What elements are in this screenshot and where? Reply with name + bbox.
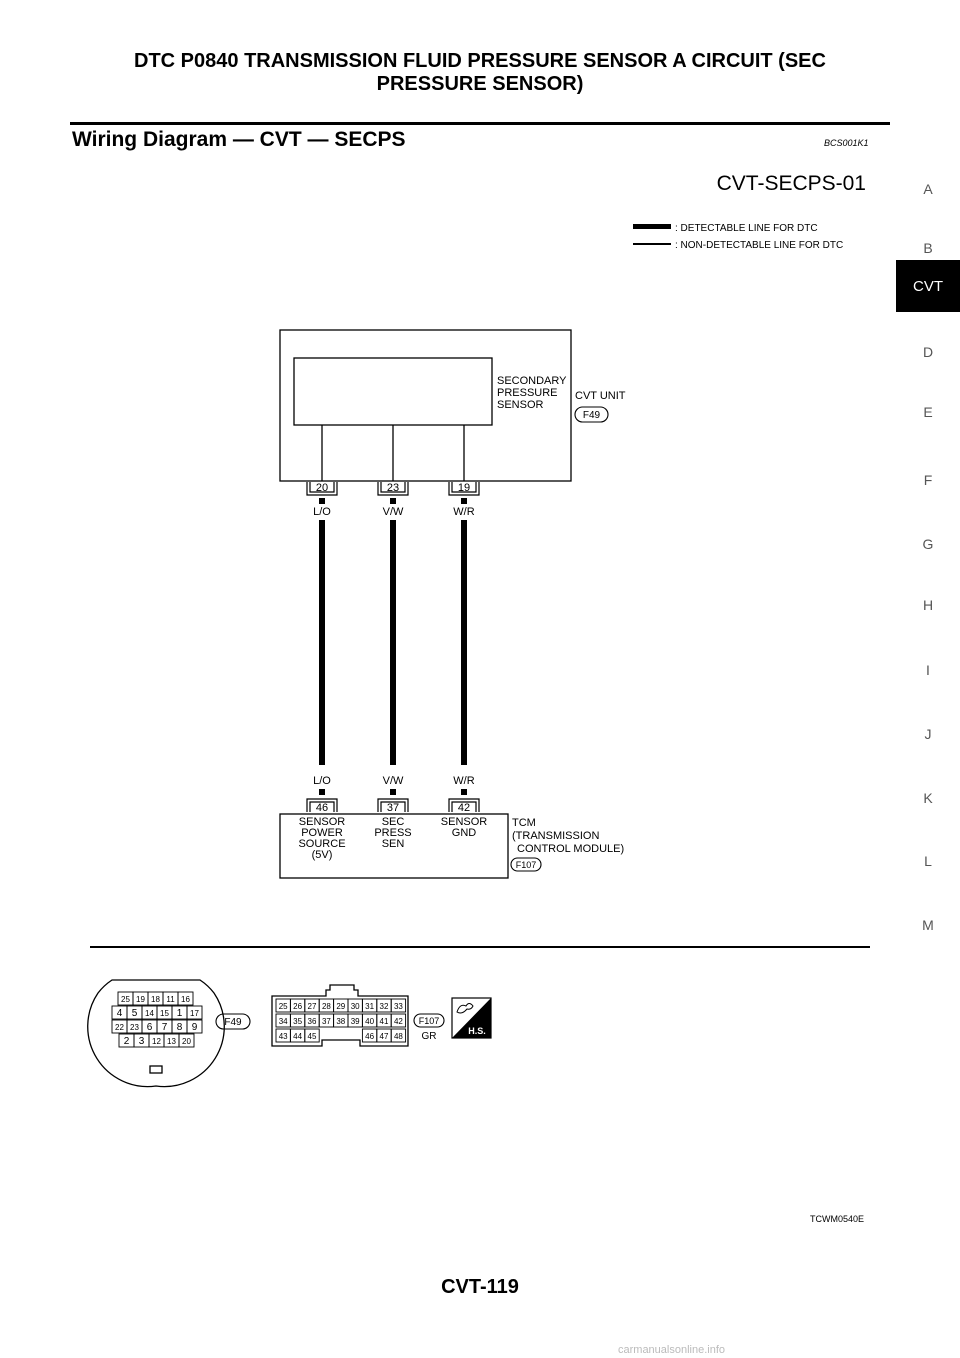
wire-color-bottom-vw: V/W bbox=[382, 775, 404, 787]
f107-pin-number: 26 bbox=[293, 1002, 303, 1011]
f107-pin-number: 43 bbox=[278, 1032, 288, 1041]
wire-wr bbox=[461, 520, 467, 765]
figure-code: TCWM0540E bbox=[809, 1214, 864, 1224]
f107-pin-number: 31 bbox=[365, 1002, 375, 1011]
sensor-label-line3: SENSOR bbox=[497, 399, 544, 411]
sidebar-letter-g[interactable]: G bbox=[922, 536, 934, 552]
header-title-line2: PRESSURE SENSOR) bbox=[376, 73, 584, 95]
f107-pin-grid bbox=[276, 999, 406, 1042]
pin-23-label: 23 bbox=[386, 482, 400, 494]
f107-pin-number: 39 bbox=[350, 1017, 360, 1026]
sidebar-letter-d[interactable]: D bbox=[922, 344, 934, 360]
pin-20-label: 20 bbox=[315, 482, 329, 494]
f49-pin-number: 23 bbox=[130, 1023, 139, 1032]
f49-pin-number: 1 bbox=[176, 1008, 183, 1019]
f107-pin-number: 34 bbox=[278, 1017, 288, 1026]
sidebar-letter-j[interactable]: J bbox=[924, 726, 932, 742]
f107-pin-number: 36 bbox=[307, 1017, 317, 1026]
f107-pin-number: 48 bbox=[393, 1032, 403, 1041]
secondary-pressure-sensor-box bbox=[294, 358, 492, 425]
f49-pin-number: 19 bbox=[136, 995, 145, 1004]
sidebar-letter-l[interactable]: L bbox=[924, 853, 932, 869]
f49-pin-number: 25 bbox=[121, 995, 130, 1004]
f107-pin-number: 25 bbox=[278, 1002, 288, 1011]
f49-pin-number: 13 bbox=[167, 1037, 176, 1046]
f107-pin-number: 42 bbox=[393, 1017, 403, 1026]
wire-color-bottom-wr: W/R bbox=[453, 775, 475, 787]
wire-vw bbox=[390, 520, 396, 765]
legend-non-detectable: : NON-DETECTABLE LINE FOR DTC bbox=[675, 240, 844, 251]
f107-pin-number: 29 bbox=[336, 1002, 346, 1011]
sensor-label-line1: SECONDARY bbox=[497, 375, 567, 387]
diagram-id: CVT-SECPS-01 bbox=[716, 172, 866, 195]
tcm-func-3-line2: GND bbox=[451, 827, 477, 839]
legend-thick-line bbox=[633, 224, 671, 229]
f49-connector-tag-bottom-label: F49 bbox=[224, 1017, 242, 1028]
tcm-pin-37-label: 37 bbox=[386, 802, 400, 814]
f49-pin-number: 9 bbox=[191, 1022, 198, 1033]
f107-pin-number: 45 bbox=[307, 1032, 317, 1041]
f49-pin-number: 3 bbox=[138, 1036, 145, 1047]
tcm-func-1-line4: (5V) bbox=[311, 849, 333, 861]
f49-pin-number: 20 bbox=[182, 1037, 191, 1046]
f107-pin-number: 32 bbox=[379, 1002, 389, 1011]
pin-terminal-23 bbox=[390, 498, 396, 504]
tcm-func-3-line1: SENSOR bbox=[440, 816, 488, 828]
legend-thin-line bbox=[633, 243, 671, 245]
header-title-line1: DTC P0840 TRANSMISSION FLUID PRESSURE SENSOR A CIRCUIT (SEC bbox=[134, 50, 826, 72]
pin-19-label: 19 bbox=[457, 482, 471, 494]
tcm-func-2-line2: PRESS bbox=[374, 827, 412, 839]
sidebar-letter-h[interactable]: H bbox=[922, 597, 934, 613]
tcm-terminal-42 bbox=[461, 789, 467, 795]
sidebar-letter-k[interactable]: K bbox=[923, 790, 933, 806]
tcm-func-2-line1: SEC bbox=[381, 816, 405, 828]
f107-pin-number: 33 bbox=[393, 1002, 403, 1011]
tcm-func-1-line1: SENSOR bbox=[298, 816, 346, 828]
f49-pin-grid bbox=[112, 992, 202, 1047]
f49-pin-number: 2 bbox=[123, 1036, 130, 1047]
f49-pin-number: 5 bbox=[131, 1008, 138, 1019]
f49-pin-number: 17 bbox=[190, 1009, 199, 1018]
f49-pin-number: 22 bbox=[115, 1023, 124, 1032]
f107-pin-number: 28 bbox=[321, 1002, 331, 1011]
watermark: carmanualsonline.info bbox=[618, 1344, 726, 1356]
sidebar-letter-i[interactable]: I bbox=[926, 662, 930, 678]
tcm-terminal-46 bbox=[319, 789, 325, 795]
tcm-func-1-line3: SOURCE bbox=[298, 838, 346, 850]
f107-pin-number: 38 bbox=[336, 1017, 346, 1026]
pin-terminal-19 bbox=[461, 498, 467, 504]
f107-pin-number: 46 bbox=[365, 1032, 375, 1041]
f107-pin-number: 40 bbox=[365, 1017, 375, 1026]
sensor-label-line2: PRESSURE bbox=[497, 387, 558, 399]
f107-connector-color: GR bbox=[421, 1031, 437, 1042]
f49-pin-number: 11 bbox=[166, 995, 175, 1004]
f107-pin-number: 37 bbox=[321, 1017, 331, 1026]
f107-connector-tag-label: F107 bbox=[515, 860, 537, 870]
pin-terminal-20 bbox=[319, 498, 325, 504]
f49-key-notch bbox=[150, 1066, 162, 1073]
sidebar-letter-f[interactable]: F bbox=[923, 472, 933, 488]
wire-color-top-wr: W/R bbox=[453, 506, 475, 518]
f107-pin-number: 30 bbox=[350, 1002, 360, 1011]
sidebar-tab-cvt-label: CVT bbox=[913, 277, 943, 295]
sidebar-letter-b[interactable]: B bbox=[923, 240, 933, 256]
f49-pin-number: 15 bbox=[160, 1009, 169, 1018]
f107-pin-number: 47 bbox=[379, 1032, 389, 1041]
f49-connector-tag-label: F49 bbox=[582, 410, 601, 421]
f49-pin-number: 14 bbox=[145, 1009, 154, 1018]
wire-color-top-vw: V/W bbox=[382, 506, 404, 518]
f49-pin-number: 7 bbox=[161, 1022, 168, 1033]
diagram-separator bbox=[90, 946, 870, 948]
wire-lo bbox=[319, 520, 325, 765]
sidebar-letter-m[interactable]: M bbox=[922, 917, 934, 933]
wire-color-bottom-lo: L/O bbox=[313, 775, 331, 787]
f107-pin-number: 35 bbox=[293, 1017, 303, 1026]
tcm-label-line3: CONTROL MODULE) bbox=[517, 843, 625, 855]
f49-pin-number: 16 bbox=[181, 995, 190, 1004]
sidebar-letter-a[interactable]: A bbox=[923, 181, 933, 197]
tcm-pin-42-label: 42 bbox=[457, 802, 471, 814]
tcm-label-line2: (TRANSMISSION bbox=[512, 830, 600, 842]
section-title: Wiring Diagram — CVT — SECPS bbox=[72, 128, 406, 151]
f49-pin-number: 12 bbox=[152, 1037, 161, 1046]
tcm-pin-46-label: 46 bbox=[315, 802, 329, 814]
f49-pin-number: 6 bbox=[146, 1022, 153, 1033]
section-code: BCS001K1 bbox=[824, 138, 869, 148]
f107-pin-number: 41 bbox=[379, 1017, 389, 1026]
f49-pin-number: 18 bbox=[151, 995, 160, 1004]
f107-pin-number: 27 bbox=[307, 1002, 317, 1011]
tcm-label-line1: TCM bbox=[512, 817, 536, 829]
cvt-unit-label: CVT UNIT bbox=[575, 390, 626, 402]
hs-badge-label: H.S. bbox=[468, 1026, 486, 1036]
wire-color-top-lo: L/O bbox=[313, 506, 331, 518]
tcm-terminal-37 bbox=[390, 789, 396, 795]
sidebar-letter-e[interactable]: E bbox=[923, 404, 933, 420]
f49-pin-number: 4 bbox=[116, 1008, 123, 1019]
tcm-func-1-line2: POWER bbox=[301, 827, 343, 839]
page-number: CVT-119 bbox=[441, 1276, 519, 1298]
f107-connector-tag-bottom-label: F107 bbox=[418, 1016, 440, 1026]
f49-pin-number: 8 bbox=[176, 1022, 183, 1033]
tcm-func-2-line3: SEN bbox=[381, 838, 405, 850]
f107-pin-number: 44 bbox=[293, 1032, 303, 1041]
legend-detectable: : DETECTABLE LINE FOR DTC bbox=[675, 223, 818, 234]
